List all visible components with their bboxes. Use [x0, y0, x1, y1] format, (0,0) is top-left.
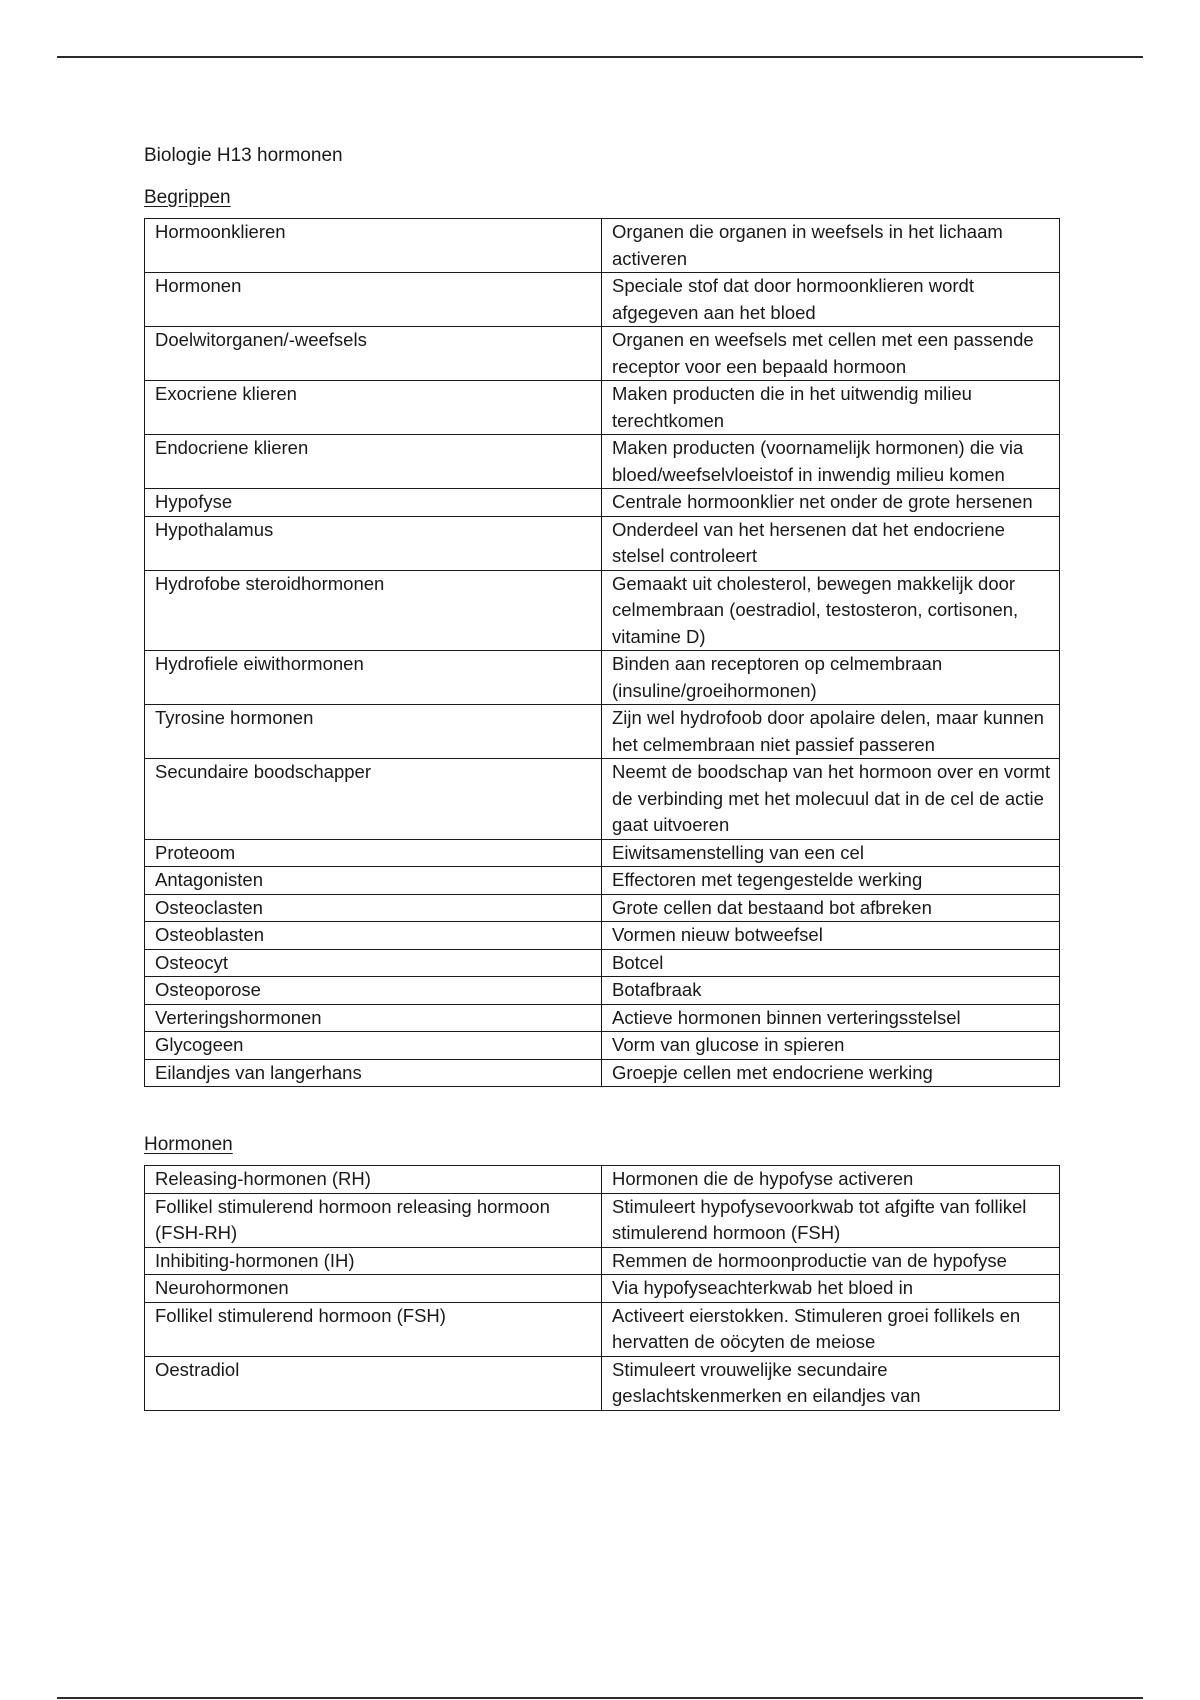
table-row: [145, 1032, 1060, 1060]
table-row: [145, 1302, 1060, 1356]
definition-cell: Onderdeel van het hersenen dat het endocriene stelsel controleert: [602, 516, 1060, 570]
definition-cell: Grote cellen dat bestaand bot afbreken: [602, 894, 1060, 922]
term-cell: Hypofyse: [145, 489, 602, 517]
document-title: Biologie H13 hormonen: [144, 145, 343, 166]
table-row: [145, 894, 1060, 922]
definition-cell: Vorm van glucose in spieren: [602, 1032, 1060, 1060]
table-row: [145, 489, 1060, 517]
term-cell: Follikel stimulerend hormoon releasing hormoon (FSH-RH): [145, 1193, 602, 1247]
table-row: [145, 1356, 1060, 1410]
term-cell: Exocriene klieren: [145, 381, 602, 435]
hormonen-table-body: [145, 1166, 1060, 1411]
definition-cell: Actieve hormonen binnen verteringsstelsel: [602, 1004, 1060, 1032]
table-row: [145, 1193, 1060, 1247]
table-row: [145, 1059, 1060, 1087]
definition-cell: Maken producten die in het uitwendig milieu terechtkomen: [602, 381, 1060, 435]
term-cell: Osteoporose: [145, 977, 602, 1005]
table-row: [145, 1004, 1060, 1032]
table-row: [145, 219, 1060, 273]
term-cell: Osteoclasten: [145, 894, 602, 922]
term-cell: Follikel stimulerend hormoon (FSH): [145, 1302, 602, 1356]
footer-rule: [57, 1697, 1143, 1699]
definition-cell: Effectoren met tegengestelde werking: [602, 867, 1060, 895]
table-row: [145, 839, 1060, 867]
header-rule: [57, 56, 1143, 58]
term-cell: Osteocyt: [145, 949, 602, 977]
term-cell: Proteoom: [145, 839, 602, 867]
definition-cell: Botafbraak: [602, 977, 1060, 1005]
term-cell: Hormonen: [145, 273, 602, 327]
term-cell: Hydrofiele eiwithormonen: [145, 651, 602, 705]
term-cell: Antagonisten: [145, 867, 602, 895]
term-cell: Glycogeen: [145, 1032, 602, 1060]
term-cell: Oestradiol: [145, 1356, 602, 1410]
definition-cell: Groepje cellen met endocriene werking: [602, 1059, 1060, 1087]
table-row: [145, 1275, 1060, 1303]
definition-cell: Eiwitsamenstelling van een cel: [602, 839, 1060, 867]
term-cell: Hormoonklieren: [145, 219, 602, 273]
term-cell: Verteringshormonen: [145, 1004, 602, 1032]
table-row: [145, 327, 1060, 381]
table-row: [145, 435, 1060, 489]
definition-cell: Via hypofyseachterkwab het bloed in: [602, 1275, 1060, 1303]
term-cell: Endocriene klieren: [145, 435, 602, 489]
definition-cell: Speciale stof dat door hormoonklieren wordt afgegeven aan het bloed: [602, 273, 1060, 327]
term-cell: Hypothalamus: [145, 516, 602, 570]
table-row: [145, 570, 1060, 651]
term-cell: Osteoblasten: [145, 922, 602, 950]
table-row: [145, 867, 1060, 895]
definition-cell: Gemaakt uit cholesterol, bewegen makkelijk door celmembraan (oestradiol, testosteron, cortisonen, vitamine D): [602, 570, 1060, 651]
table-row: [145, 1166, 1060, 1194]
begrippen-table: [144, 218, 1060, 1087]
term-cell: Eilandjes van langerhans: [145, 1059, 602, 1087]
table-row: [145, 651, 1060, 705]
term-cell: Tyrosine hormonen: [145, 705, 602, 759]
table-row: [145, 273, 1060, 327]
definition-cell: Vormen nieuw botweefsel: [602, 922, 1060, 950]
table-row: [145, 759, 1060, 840]
page-content: [144, 142, 1059, 1411]
table-row: [145, 922, 1060, 950]
definition-cell: Stimuleert hypofysevoorkwab tot afgifte van follikel stimulerend hormoon (FSH): [602, 1193, 1060, 1247]
term-cell: Neurohormonen: [145, 1275, 602, 1303]
begrippen-table-body: [145, 219, 1060, 1087]
term-cell: Inhibiting-hormonen (IH): [145, 1247, 602, 1275]
definition-cell: Organen en weefsels met cellen met een passende receptor voor een bepaald hormoon: [602, 327, 1060, 381]
definition-cell: Hormonen die de hypofyse activeren: [602, 1166, 1060, 1194]
definition-cell: Organen die organen in weefsels in het lichaam activeren: [602, 219, 1060, 273]
section-heading-hormonen: Hormonen: [144, 1134, 233, 1155]
definition-cell: Activeert eierstokken. Stimuleren groei follikels en hervatten de oöcyten de meiose: [602, 1302, 1060, 1356]
definition-cell: Stimuleert vrouwelijke secundaire geslachtskenmerken en eilandjes van: [602, 1356, 1060, 1410]
definition-cell: Botcel: [602, 949, 1060, 977]
table-row: [145, 949, 1060, 977]
table-row: [145, 705, 1060, 759]
term-cell: Releasing-hormonen (RH): [145, 1166, 602, 1194]
table-row: [145, 381, 1060, 435]
definition-cell: Zijn wel hydrofoob door apolaire delen, maar kunnen het celmembraan niet passief passeren: [602, 705, 1060, 759]
definition-cell: Remmen de hormoonproductie van de hypofyse: [602, 1247, 1060, 1275]
table-row: [145, 977, 1060, 1005]
section-heading-begrippen: Begrippen: [144, 187, 231, 208]
table-row: [145, 1247, 1060, 1275]
hormonen-table: [144, 1165, 1060, 1411]
definition-cell: Neemt de boodschap van het hormoon over en vormt de verbinding met het molecuul dat in de cel de actie gaat uitvoeren: [602, 759, 1060, 840]
term-cell: Hydrofobe steroidhormonen: [145, 570, 602, 651]
term-cell: Secundaire boodschapper: [145, 759, 602, 840]
definition-cell: Binden aan receptoren op celmembraan (insuline/groeihormonen): [602, 651, 1060, 705]
term-cell: Doelwitorganen/-weefsels: [145, 327, 602, 381]
table-row: [145, 516, 1060, 570]
definition-cell: Maken producten (voornamelijk hormonen) die via bloed/weefselvloeistof in inwendig milieu komen: [602, 435, 1060, 489]
definition-cell: Centrale hormoonklier net onder de grote hersenen: [602, 489, 1060, 517]
